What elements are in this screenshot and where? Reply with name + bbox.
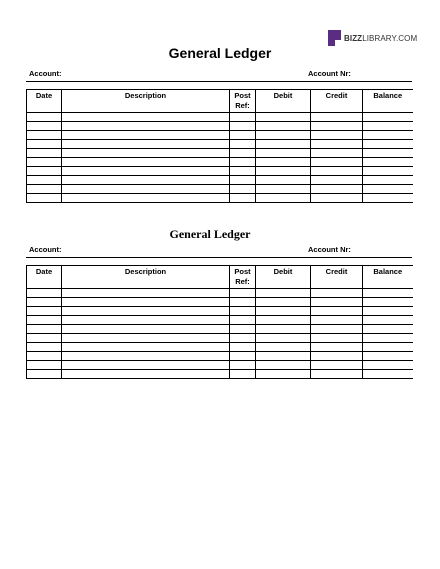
column-header-balance: Balance <box>363 90 413 113</box>
column-header-credit: Credit <box>311 90 363 113</box>
table-row <box>27 140 413 149</box>
ledger-cell[interactable] <box>62 122 230 131</box>
ledger-cell[interactable] <box>230 176 256 185</box>
ledger-cell[interactable] <box>311 316 363 325</box>
ledger-cell[interactable] <box>230 113 256 122</box>
ledger-cell[interactable] <box>27 370 62 379</box>
ledger-cell[interactable] <box>256 307 311 316</box>
ledger-cell[interactable] <box>256 289 311 298</box>
ledger-cell[interactable] <box>256 158 311 167</box>
table-row <box>27 307 413 316</box>
ledger-cell[interactable] <box>230 325 256 334</box>
ledger-1-account-row <box>26 69 412 82</box>
ledger-1-table <box>26 89 413 203</box>
account-nr-label: Account Nr: <box>308 245 351 254</box>
ledger-cell[interactable] <box>62 113 230 122</box>
ledger-cell[interactable] <box>256 176 311 185</box>
ledger-cell[interactable] <box>363 149 413 158</box>
ledger-cell[interactable] <box>363 325 413 334</box>
ledger-cell[interactable] <box>27 334 62 343</box>
ledger-cell[interactable] <box>230 370 256 379</box>
column-header-debit: Debit <box>256 266 311 289</box>
ledger-cell[interactable] <box>62 194 230 203</box>
ledger-cell[interactable] <box>311 122 363 131</box>
ledger-2-account-row <box>26 245 412 258</box>
account-label: Account: <box>29 69 62 78</box>
ledger-cell[interactable] <box>363 334 413 343</box>
ledger-2-table <box>26 265 413 379</box>
ledger-cell[interactable] <box>230 158 256 167</box>
account-nr-label: Account Nr: <box>308 69 351 78</box>
ledger-cell[interactable] <box>256 149 311 158</box>
ledger-cell[interactable] <box>363 194 413 203</box>
ledger-cell[interactable] <box>230 149 256 158</box>
ledger-cell[interactable] <box>27 131 62 140</box>
ledger-cell[interactable] <box>62 343 230 352</box>
table-row <box>27 325 413 334</box>
ledger-cell[interactable] <box>363 289 413 298</box>
ledger-cell[interactable] <box>62 131 230 140</box>
post-ref-label: Post Ref: <box>234 91 251 110</box>
ledger-cell[interactable] <box>256 140 311 149</box>
table-row <box>27 131 413 140</box>
column-header-credit: Credit <box>311 266 363 289</box>
ledger-cell[interactable] <box>363 343 413 352</box>
ledger-cell[interactable] <box>62 185 230 194</box>
column-header-post-ref <box>230 90 256 113</box>
ledger-cell[interactable] <box>27 325 62 334</box>
ledger-cell[interactable] <box>230 334 256 343</box>
ledger-cell[interactable] <box>363 167 413 176</box>
ledger-cell[interactable] <box>230 316 256 325</box>
ledger-cell[interactable] <box>230 185 256 194</box>
logo-brand-rest: LIBRARY.COM <box>362 33 418 43</box>
table-row <box>27 316 413 325</box>
ledger-cell[interactable] <box>27 122 62 131</box>
account-label: Account: <box>29 245 62 254</box>
ledger-cell[interactable] <box>363 185 413 194</box>
ledger-cell[interactable] <box>256 298 311 307</box>
table-row <box>27 185 413 194</box>
post-ref-label: Post Ref: <box>234 267 251 286</box>
table-row <box>27 289 413 298</box>
ledger-cell[interactable] <box>256 113 311 122</box>
ledger-cell[interactable] <box>27 140 62 149</box>
ledger-cell[interactable] <box>363 158 413 167</box>
ledger-cell[interactable] <box>62 158 230 167</box>
ledger-cell[interactable] <box>230 289 256 298</box>
ledger-cell[interactable] <box>363 370 413 379</box>
bizzlibrary-logo <box>328 30 417 46</box>
ledger-cell[interactable] <box>363 298 413 307</box>
ledger-cell[interactable] <box>311 298 363 307</box>
ledger-cell[interactable] <box>27 289 62 298</box>
table-row <box>27 113 413 122</box>
ledger-cell[interactable] <box>27 194 62 203</box>
ledger-cell[interactable] <box>230 298 256 307</box>
table-row <box>27 149 413 158</box>
ledger-cell[interactable] <box>311 167 363 176</box>
ledger-cell[interactable] <box>256 361 311 370</box>
ledger-cell[interactable] <box>62 361 230 370</box>
ledger-1-body <box>27 113 413 203</box>
ledger-cell[interactable] <box>311 185 363 194</box>
ledger-cell[interactable] <box>311 113 363 122</box>
ledger-cell[interactable] <box>311 325 363 334</box>
ledger-cell[interactable] <box>62 298 230 307</box>
ledger-cell[interactable] <box>256 343 311 352</box>
bizzlibrary-logo-icon <box>328 30 341 46</box>
logo-brand-bold: BIZZ <box>344 33 363 43</box>
ledger-cell[interactable] <box>256 194 311 203</box>
ledger-cell[interactable] <box>27 352 62 361</box>
ledger-cell[interactable] <box>256 167 311 176</box>
column-header-description: Description <box>62 266 230 289</box>
ledger-cell[interactable] <box>311 370 363 379</box>
ledger-cell[interactable] <box>230 307 256 316</box>
ledger-cell[interactable] <box>27 113 62 122</box>
ledger-cell[interactable] <box>62 370 230 379</box>
ledger-2-body <box>27 289 413 379</box>
ledger-cell[interactable] <box>62 149 230 158</box>
column-header-post-ref <box>230 266 256 289</box>
ledger-cell[interactable] <box>256 185 311 194</box>
ledger-cell[interactable] <box>363 307 413 316</box>
table-row <box>27 194 413 203</box>
ledger-cell[interactable] <box>27 343 62 352</box>
ledger-cell[interactable] <box>230 361 256 370</box>
ledger-cell[interactable] <box>230 352 256 361</box>
ledger-cell[interactable] <box>230 194 256 203</box>
ledger-cell[interactable] <box>62 167 230 176</box>
ledger-cell[interactable] <box>363 352 413 361</box>
ledger-cell[interactable] <box>363 113 413 122</box>
ledger-cell[interactable] <box>311 307 363 316</box>
table-row <box>27 343 413 352</box>
ledger-cell[interactable] <box>62 334 230 343</box>
ledger-cell[interactable] <box>311 334 363 343</box>
table-row <box>27 334 413 343</box>
logo-text <box>344 34 417 43</box>
ledger-cell[interactable] <box>363 122 413 131</box>
ledger-cell[interactable] <box>27 298 62 307</box>
table-row <box>27 176 413 185</box>
ledger-cell[interactable] <box>311 194 363 203</box>
ledger-cell[interactable] <box>311 352 363 361</box>
ledger-cell[interactable] <box>363 176 413 185</box>
ledger-cell[interactable] <box>27 176 62 185</box>
column-header-date: Date <box>27 266 62 289</box>
table-row <box>27 370 413 379</box>
ledger-cell[interactable] <box>62 140 230 149</box>
ledger-cell[interactable] <box>62 176 230 185</box>
ledger-cell[interactable] <box>62 289 230 298</box>
table-row <box>27 167 413 176</box>
ledger-cell[interactable] <box>62 352 230 361</box>
ledger-cell[interactable] <box>230 122 256 131</box>
ledger-cell[interactable] <box>256 131 311 140</box>
ledger-cell[interactable] <box>27 185 62 194</box>
column-header-balance: Balance <box>363 266 413 289</box>
ledger-cell[interactable] <box>256 316 311 325</box>
ledger-cell[interactable] <box>256 122 311 131</box>
ledger-cell[interactable] <box>230 131 256 140</box>
column-header-description: Description <box>62 90 230 113</box>
ledger-cell[interactable] <box>311 131 363 140</box>
ledger-cell[interactable] <box>363 316 413 325</box>
table-row <box>27 298 413 307</box>
column-header-debit: Debit <box>256 90 311 113</box>
ledger-cell[interactable] <box>230 140 256 149</box>
ledger-2-title: General Ledger <box>169 227 251 241</box>
ledger-cell[interactable] <box>27 361 62 370</box>
ledger-1-title: General Ledger <box>168 45 272 61</box>
table-row <box>27 122 413 131</box>
ledger-cell[interactable] <box>230 343 256 352</box>
ledger-cell[interactable] <box>311 361 363 370</box>
ledger-cell[interactable] <box>256 352 311 361</box>
ledger-cell[interactable] <box>230 167 256 176</box>
ledger-cell[interactable] <box>311 140 363 149</box>
ledger-cell[interactable] <box>27 316 62 325</box>
ledger-cell[interactable] <box>311 158 363 167</box>
ledger-cell[interactable] <box>256 325 311 334</box>
ledger-cell[interactable] <box>363 361 413 370</box>
ledger-cell[interactable] <box>27 167 62 176</box>
ledger-cell[interactable] <box>27 149 62 158</box>
ledger-cell[interactable] <box>62 325 230 334</box>
ledger-cell[interactable] <box>27 158 62 167</box>
column-header-date: Date <box>27 90 62 113</box>
ledger-cell[interactable] <box>256 370 311 379</box>
ledger-cell[interactable] <box>256 334 311 343</box>
ledger-cell[interactable] <box>363 140 413 149</box>
table-row <box>27 158 413 167</box>
ledger-cell[interactable] <box>311 149 363 158</box>
ledger-cell[interactable] <box>27 307 62 316</box>
ledger-cell[interactable] <box>62 316 230 325</box>
table-row <box>27 361 413 370</box>
ledger-cell[interactable] <box>311 176 363 185</box>
ledger-cell[interactable] <box>311 343 363 352</box>
ledger-cell[interactable] <box>363 131 413 140</box>
ledger-cell[interactable] <box>62 307 230 316</box>
table-row <box>27 352 413 361</box>
ledger-cell[interactable] <box>311 289 363 298</box>
